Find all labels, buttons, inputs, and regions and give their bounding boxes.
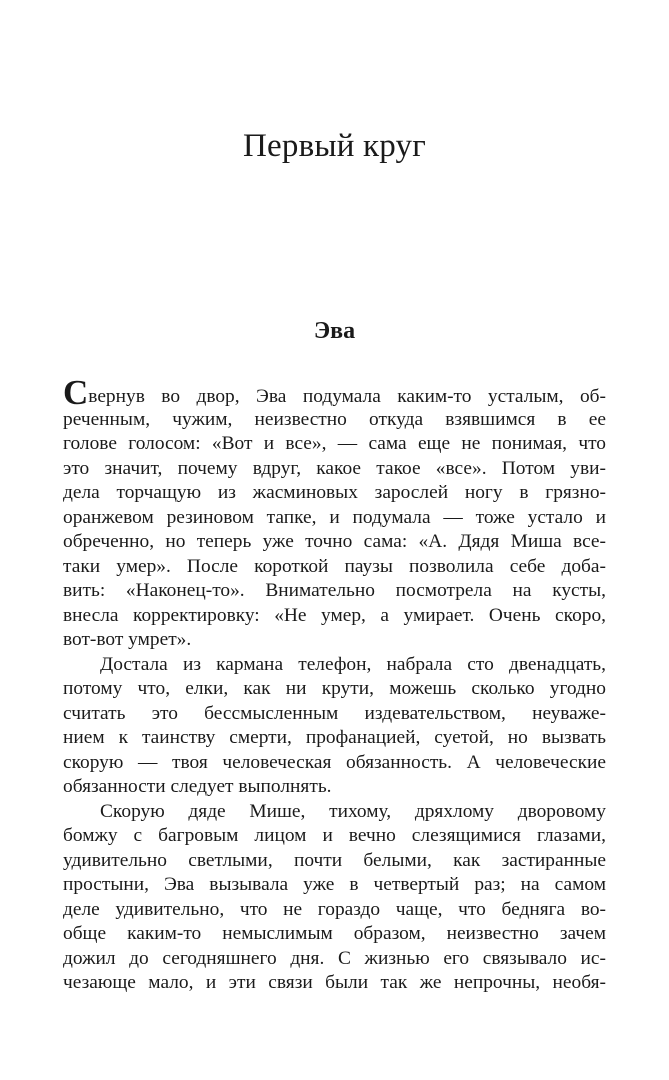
part-title: Первый круг	[243, 128, 426, 164]
text-line: дела торчащую из жасминовых зарослей ногу в грязно-	[63, 482, 606, 503]
text-line: оранжевом резиновом тапке, и подумала — тоже устало и	[63, 506, 606, 528]
text-line: нием к таинству смерти, профанацией, суетой, но вызвать	[63, 727, 606, 748]
text-line: обще каким-то немыслимым образом, неизвестно зачем	[63, 923, 606, 944]
text-line: бомжу с багровым лицом и вечно слезящимися глазами,	[63, 825, 606, 846]
text-line: потому что, елки, как ни крути, можешь сколько угодно	[63, 678, 606, 699]
text-line: считать это бессмысленным издевательством, неуваже-	[63, 702, 606, 724]
paragraph	[63, 373, 606, 653]
paragraph	[63, 800, 606, 996]
text-line: голове голосом: «Вот и все», — сама еще не понимая, что	[63, 433, 606, 454]
text-line: деле удивительно, что не гораздо чаще, что бедняга во-	[63, 898, 606, 920]
drop-cap: С	[63, 373, 89, 412]
text-line: это значит, почему вдруг, какое такое «все». Потом уви-	[63, 457, 606, 479]
text-line: Достала из кармана телефон, набрала сто двенадцать,	[100, 653, 606, 675]
paragraph	[63, 653, 606, 800]
text-line: простыни, Эва вызывала уже в четвертый раз; на самом	[63, 874, 606, 895]
text-line: дожил до сегодняшнего дня. С жизнью его связывало ис-	[63, 947, 606, 969]
text-line: вить: «Наконец-то». Внимательно посмотрела на кусты,	[63, 580, 606, 601]
text-line: внесла корректировку: «Не умер, а умирает. Очень скоро,	[63, 604, 606, 626]
text-line: чезающе мало, и эти связи были так же непрочны, необя-	[63, 972, 606, 993]
body-text	[63, 373, 606, 996]
text-line: реченным, чужим, неизвестно откуда взявшимся в ее	[63, 408, 606, 430]
text-line: Скорую дяде Мише, тихому, дряхлому дворовому	[100, 800, 606, 822]
text-line: таки умер». После короткой паузы позволила себе доба-	[63, 555, 606, 577]
text-line: обреченно, но теперь уже точно сама: «А. Дядя Миша все-	[63, 531, 606, 552]
text-line: вот-вот умрет».	[63, 629, 192, 650]
chapter-title: Эва	[313, 318, 356, 344]
text-line: обязанности следует выполнять.	[63, 776, 332, 797]
text-line: удивительно светлыми, почти белыми, как застиранные	[63, 849, 606, 871]
text-line: Свернув во двор, Эва подумала каким-то усталым, об-	[63, 373, 606, 412]
text-line: скорую — твоя человеческая обязанность. А человеческие	[63, 751, 606, 773]
